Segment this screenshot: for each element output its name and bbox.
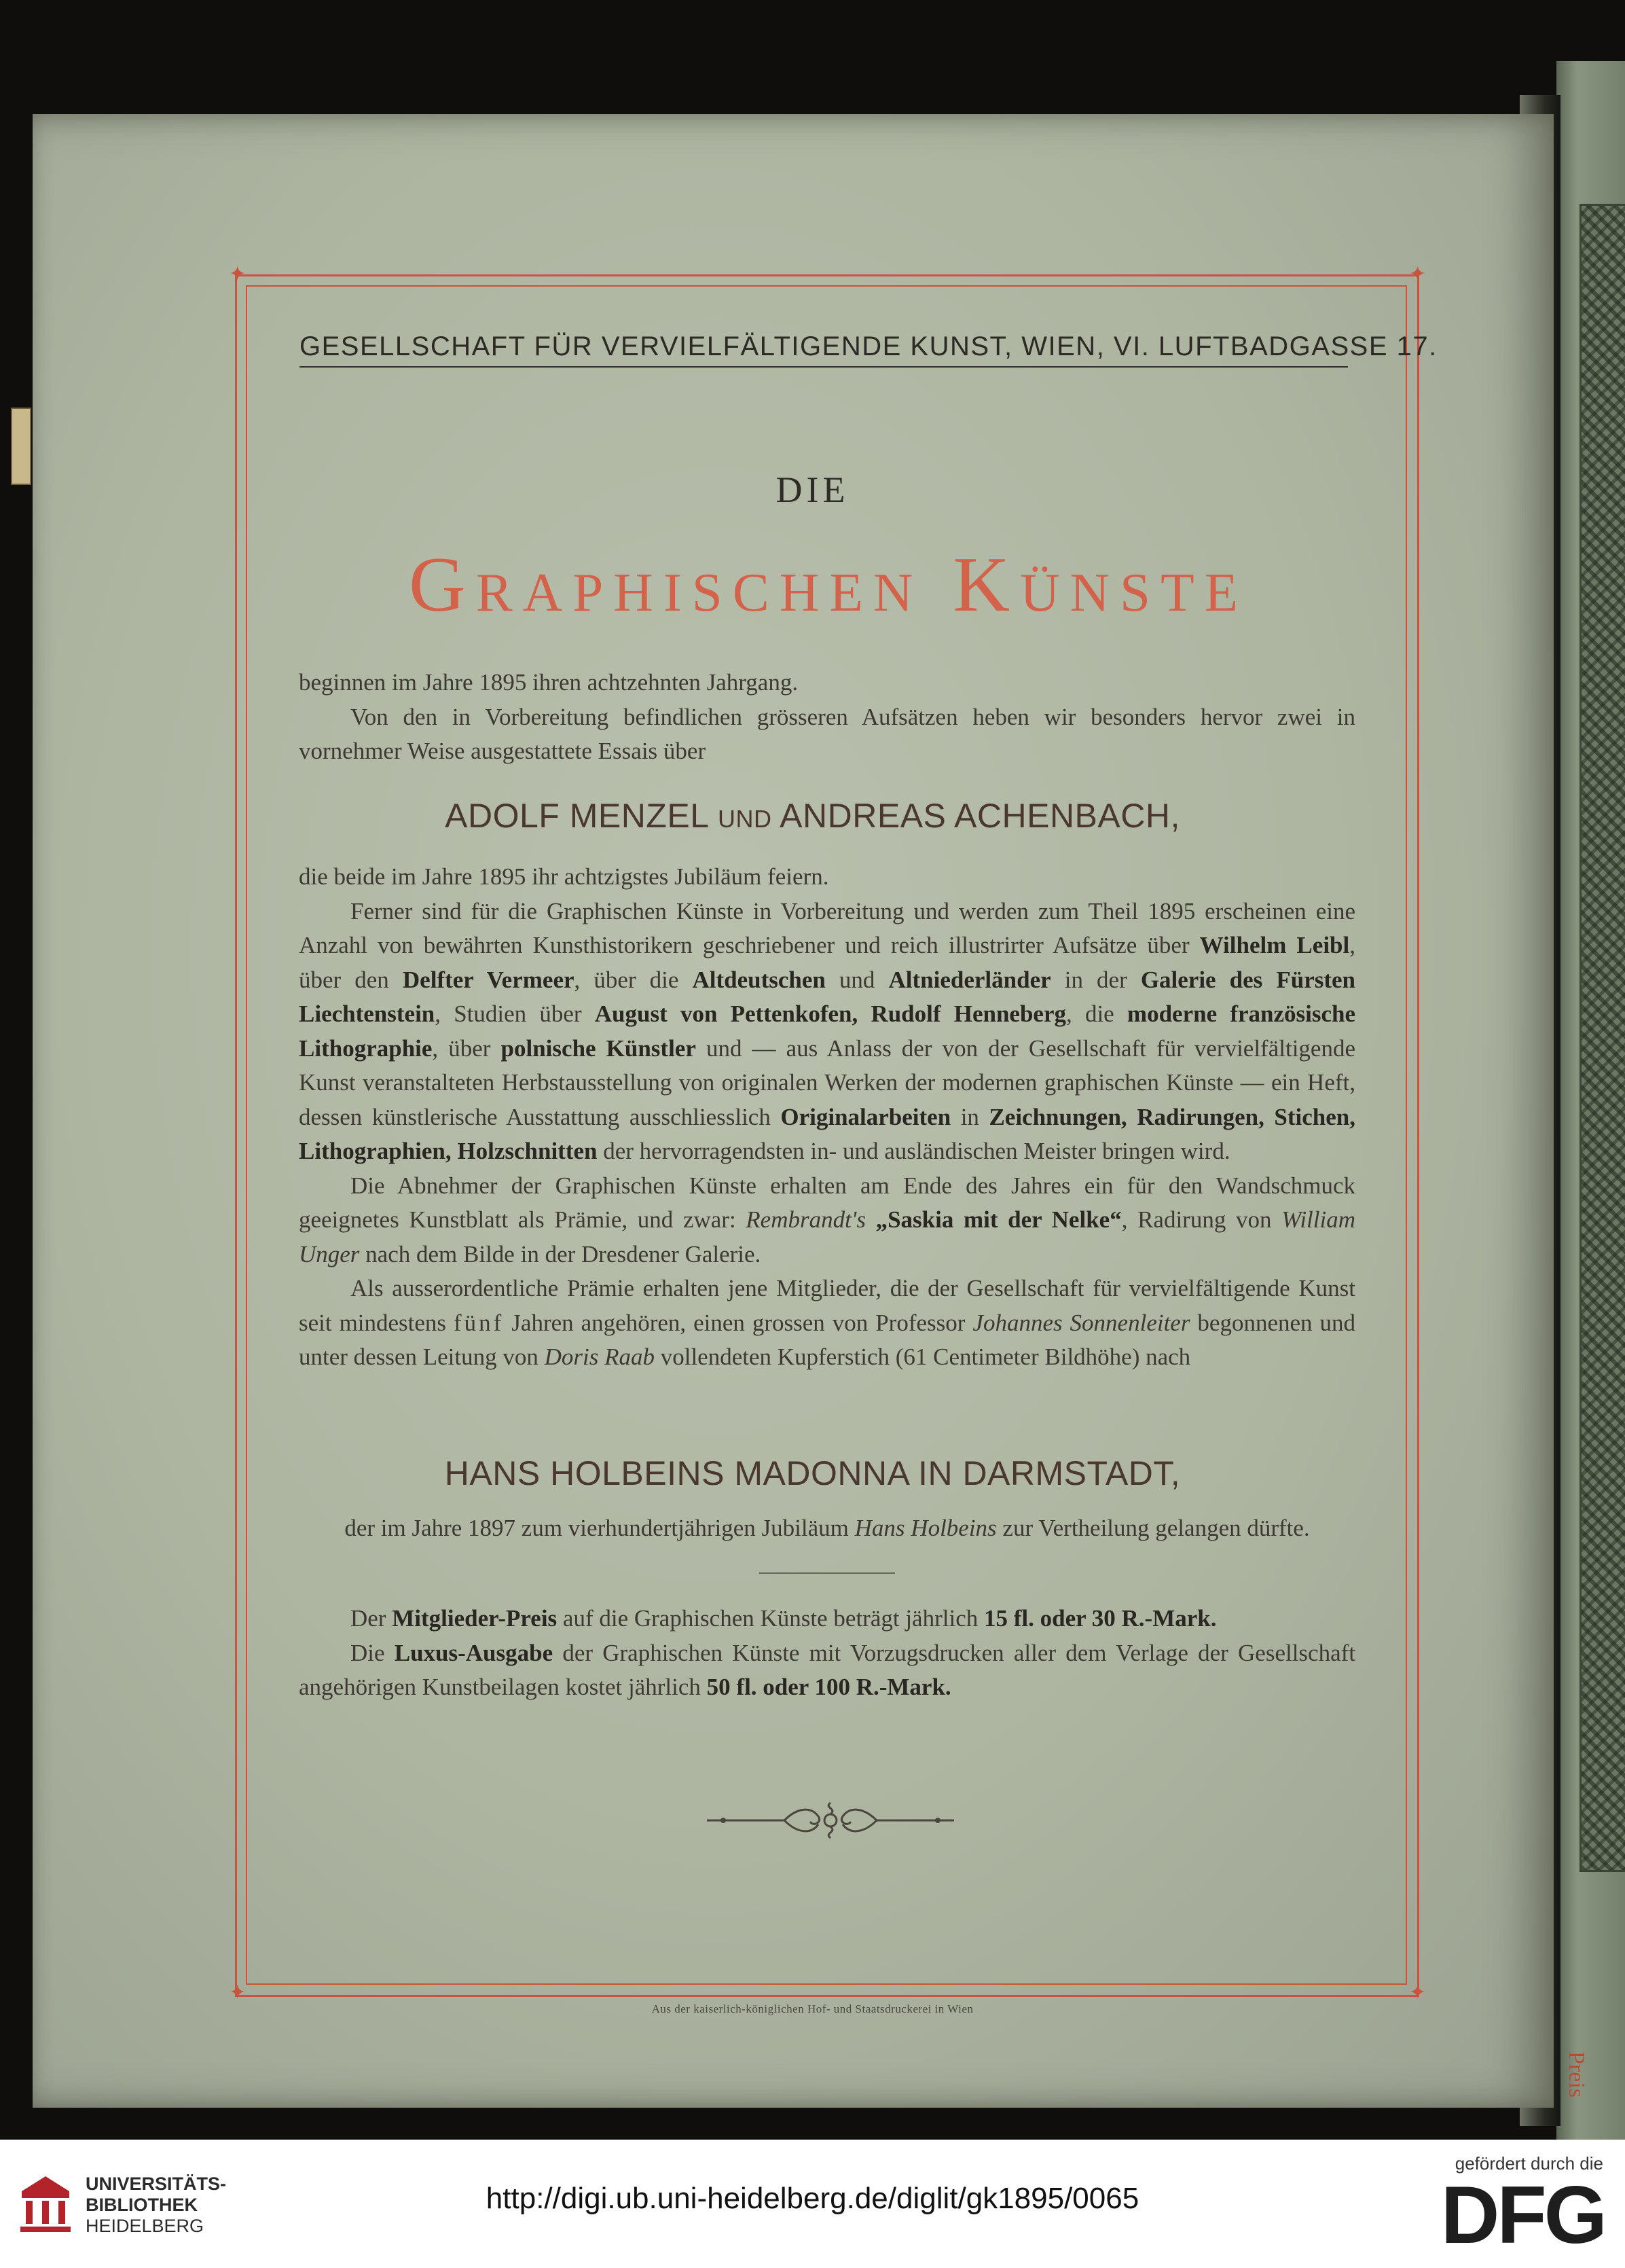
paragraph-ferner: Ferner sind für die Graphischen Künste in Vorbereitung und werden zum Theil 1895 erscheinen eine Anzahl von bewährten Kunsthistorikern geschriebener und reich illustrirter Aufsätze über Wilhelm Leibl, über den Delfter Vermeer, über die Altdeutschen und Altniederländer in der Galerie des Fürsten Liechtenstein, Studien über August von Pettenkofen, Rudolf Henneberg, die moderne französische Lithographie, über polnische Künstler und — aus Anlass der von der Gesellschaft für vervielfältigende Kunst veranstalteten Herbstausstellung von originalen Werken der modernen graphischen Künste — ein Heft, dessen künstlerische Ausstattung ausschliesslich Originalarbeiten in Zeichnungen, Radirungen, Stichen, Lithographien, Holzschnitten der hervorragendsten in- und ausländischen Meister bringen wird. (299, 897, 1356, 1164)
dfg-logo: DFG (1440, 2170, 1605, 2261)
separator-rule (759, 1572, 895, 1574)
next-page-text: Preis (1564, 2051, 1589, 2098)
library-name-line: HEIDELBERG (86, 2216, 204, 2236)
paragraph-prices (299, 1602, 1355, 1705)
heading-part: ADOLF MENZEL (445, 797, 718, 835)
ornament-icon (703, 1793, 958, 1848)
frame-corner-ornament: ✦ (229, 263, 247, 285)
paragraph-main (299, 860, 1355, 1375)
jubilaeum-line: die beide im Jahre 1895 ihr achtzigstes Jubiläum feiern. (299, 863, 829, 890)
price-members: Der Mitglieder-Preis auf die Graphischen Künste beträgt jährlich 15 fl. oder 30 R.-Mark. (350, 1605, 1217, 1632)
intro-paragraph (299, 666, 1355, 769)
heading-und: UND (718, 805, 772, 833)
title-die: DIE (775, 469, 850, 510)
heading-holbein: HANS HOLBEINS MADONNA IN DARMSTADT, (444, 1454, 1181, 1492)
heading-menzel-achenbach (0, 796, 1625, 835)
paragraph-holbein (299, 1511, 1355, 1546)
paragraph-praemie: Als ausserordentliche Prämie erhalten jene Mitglieder, die der Gesellschaft für vervielfältigende Kunst seit mindestens fünf Jahren angehören, einen grossen von Professor Johannes Sonnenleiter begonnenen und unter dessen Leitung von Doris Raab vollendeten Kupferstich (61 Centimeter Bildhöhe) nach (299, 1275, 1356, 1370)
library-name-line: BIBLIOTHEK (86, 2195, 198, 2215)
printer-imprint: Aus der kaiserlich-königlichen Hof- und Staatsdruckerei in Wien (651, 2002, 974, 2015)
heading-part: ANDREAS ACHENBACH, (771, 797, 1180, 835)
frame-corner-ornament: ✦ (1409, 1981, 1427, 2004)
frame-corner-ornament: ✦ (1409, 263, 1427, 285)
page-title: Graphischen Künste (408, 541, 1249, 628)
source-url-link[interactable]: http://digi.ub.uni-heidelberg.de/diglit/gk1895/0065 (486, 2182, 1139, 2215)
intro-line: beginnen im Jahre 1895 ihren achtzehnten Jahrgang. (299, 669, 799, 696)
next-page-ornament (1580, 204, 1625, 1872)
price-luxury: Die Luxus-Ausgabe der Graphischen Künste mit Vorzugsdrucken aller dem Verlage der Gesellschaft angehörigen Kunstbeilagen kostet jährlich 50 fl. oder 100 R.-Mark. (299, 1639, 1355, 1700)
holbein-line: der im Jahre 1897 zum vierhundertjährigen Jubiläum Hans Holbeins zur Vertheilung gelangen dürfte. (344, 1515, 1310, 1541)
intro-essays: Von den in Vorbereitung befindlichen grösseren Aufsätzen heben wir besonders hervor zwei in vornehmer Weise ausgestattete Essais über (299, 703, 1355, 764)
frame-corner-ornament: ✦ (229, 1981, 247, 2004)
library-name-line: UNIVERSITÄTS- (86, 2174, 227, 2194)
publisher-header: GESELLSCHAFT FÜR VERVIELFÄLTIGENDE KUNST, WIEN, VI. LUFTBADGASSE 17. (299, 331, 1348, 368)
funded-by-label: gefördert durch die (1455, 2153, 1603, 2174)
paragraph-abnehmer: Die Abnehmer der Graphischen Künste erhalten am Ende des Jahres ein für den Wandschmuck geeignetes Kunstblatt als Prämie, und zwar: Rembrandt's „Saskia mit der Nelke“, Radirung von William Unger nach dem Bilde in der Dresdener Galerie. (299, 1172, 1356, 1267)
